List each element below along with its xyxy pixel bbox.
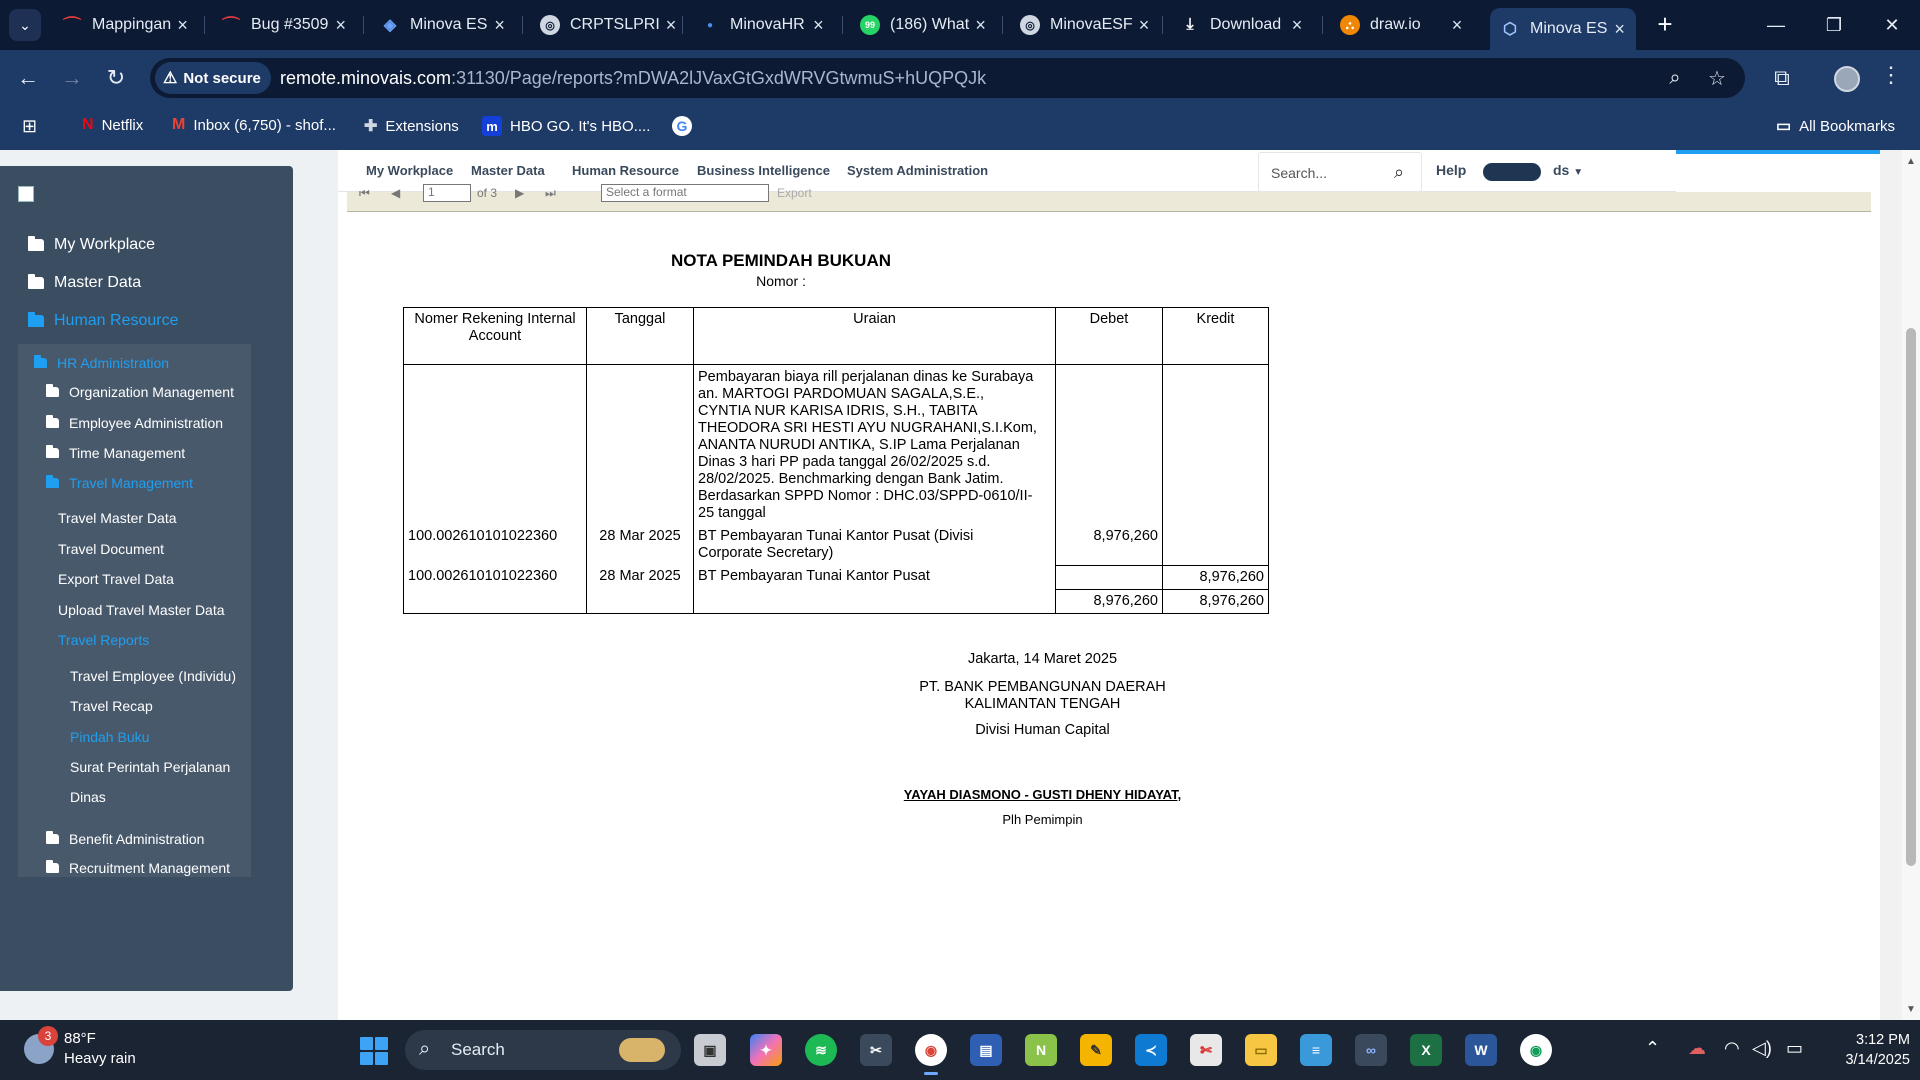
download-icon: ⤓ — [1186, 16, 1194, 33]
forward-button[interactable]: → — [61, 65, 83, 90]
nav-human-resource[interactable]: Human Resource — [572, 163, 679, 178]
new-tab-button[interactable]: + — [1657, 8, 1673, 39]
sidebar-item-master-data[interactable]: Master Data — [28, 274, 141, 292]
header-date: Tanggal — [587, 308, 694, 365]
omnibox[interactable] — [150, 58, 1745, 98]
globe-icon: ◎ — [1020, 15, 1040, 35]
table-row — [404, 365, 1269, 526]
url-text[interactable]: remote.minovais.com:31130/Page/reports?mDWA2lJVaxGtGxdWRVGtwmuS+hUQPQJk — [280, 68, 987, 88]
tab-drawio[interactable]: ⛬ draw.io × — [1330, 8, 1476, 42]
start-button[interactable] — [360, 1037, 388, 1065]
reload-button[interactable]: ↻ — [106, 65, 126, 90]
prev-page-icon[interactable]: ◀ — [391, 186, 401, 200]
warning-icon: ⚠ — [163, 70, 178, 87]
puzzle-icon: ✚ — [364, 118, 378, 135]
place-date: Jakarta, 14 Maret 2025 — [967, 651, 1118, 667]
infinity-icon[interactable]: ∞ — [1355, 1034, 1387, 1066]
minimize-button[interactable]: — — [1767, 14, 1785, 35]
tab-bug[interactable]: ⌒ Bug #3509 × — [222, 14, 346, 36]
folder-icon: ▭ — [1776, 118, 1792, 135]
folder-icon — [46, 863, 59, 873]
total-kredit: 8,976,260 — [1163, 589, 1269, 613]
signer-name: YAYAH DIASMONO - GUSTI DHENY HIDAYAT, — [903, 787, 1182, 802]
close-icon[interactable]: × — [975, 14, 986, 35]
report-viewer-toolbar: ⏮ ◀ 1 of 3 ▶ ⏭ Select a format Export — [347, 192, 1871, 212]
extensions-puzzle-icon[interactable]: ⧉ — [1774, 65, 1790, 90]
folder-icon — [28, 239, 44, 251]
system-clock[interactable]: 3:12 PM 3/14/2025 — [1845, 1032, 1910, 1068]
last-page-icon[interactable]: ⏭ — [545, 186, 556, 200]
sidebar-item-surat-perintah[interactable]: Surat Perintah Perjalanan — [70, 759, 231, 775]
snipping-icon[interactable]: ✄ — [1190, 1034, 1222, 1066]
chrome-profile-icon[interactable]: ◉ — [1520, 1034, 1552, 1066]
tab-download[interactable]: ⤓ Download × — [1170, 8, 1316, 42]
close-icon[interactable]: × — [1138, 14, 1150, 35]
tab-minova-es[interactable]: ◈ Minova ES × — [370, 8, 516, 42]
minova-icon: ◈ — [383, 17, 397, 34]
bookmark-gmail[interactable]: M Inbox (6,750) - shof... — [172, 116, 336, 134]
nav-master-data[interactable]: Master Data — [471, 163, 545, 178]
remote-desktop-icon[interactable]: ▤ — [970, 1034, 1002, 1066]
menu-kebab-icon[interactable]: ⋮ — [1880, 62, 1902, 87]
chrome-icon[interactable]: ◉ — [915, 1034, 947, 1066]
report-title: NOTA PEMINDAH BUKUAN — [670, 251, 892, 270]
export-link[interactable]: Export — [777, 186, 812, 200]
paint-icon[interactable]: ✎ — [1080, 1034, 1112, 1066]
address-bar-row — [0, 50, 1920, 106]
close-icon[interactable]: × — [1451, 14, 1463, 35]
spotify-icon[interactable]: ≋ — [805, 1034, 837, 1066]
hbo-icon: m — [482, 116, 502, 136]
drawio-icon: ⛬ — [1340, 15, 1360, 35]
export-format-select[interactable]: Select a format — [601, 184, 769, 202]
bookmark-star-icon[interactable]: ☆ — [1708, 67, 1726, 90]
close-icon[interactable]: × — [494, 14, 505, 35]
sidebar-item-my-workplace[interactable]: My Workplace — [28, 236, 155, 254]
google-icon: G — [672, 116, 692, 136]
notepad-plus-icon[interactable]: N — [1025, 1034, 1057, 1066]
tools-icon[interactable]: ✂ — [860, 1034, 892, 1066]
table-row: 100.002610101022360 28 Mar 2025 BT Pembayaran Tunai Kantor Pusat 8,976,260 — [404, 565, 1269, 589]
onedrive-icon[interactable]: ☁ — [1688, 1038, 1706, 1058]
division-name: Divisi Human Capital — [975, 722, 1110, 738]
company-name-line1: PT. BANK PEMBANGUNAN DAERAH — [919, 679, 1166, 695]
sidebar-item-export-travel-data[interactable]: Export Travel Data — [58, 571, 174, 587]
page-content — [0, 150, 1920, 1020]
tab-whatsapp[interactable]: 99 (186) What × — [850, 8, 996, 42]
windows-taskbar: 3 88°F Heavy rain ⌕ Search ▣ ✦ ≋ ✂ ◉ ▤ N ✎ ≺ ✄ ▭ ≡ ∞ X W ◉ ⌃ ☁ ◠ ◁) ▭ 3:12 PM 3/14/2025 — [0, 1020, 1920, 1080]
netflix-icon: N — [82, 116, 94, 133]
scroll-up-icon[interactable]: ▲ — [1906, 156, 1916, 167]
folder-icon — [46, 448, 59, 458]
cube-icon: ⬡ — [1503, 21, 1517, 38]
red-arc-icon: ⌒ — [63, 16, 81, 36]
search-icon: ⌕ — [419, 1038, 431, 1060]
header-account: Nomer Rekening Internal Account — [404, 308, 587, 365]
report-nomor: Nomor : — [756, 273, 806, 289]
help-link[interactable]: Help — [1436, 162, 1467, 178]
top-navigation — [338, 150, 1676, 192]
theme-toggle[interactable] — [1483, 163, 1541, 181]
red-arc-icon: ⌒ — [222, 16, 240, 36]
nav-system-administration[interactable]: System Administration — [847, 163, 989, 178]
sidebar-item-human-resource[interactable]: Human Resource — [28, 312, 179, 330]
close-icon[interactable]: × — [1291, 14, 1303, 35]
bookmark-hbo[interactable]: m HBO GO. It's HBO.... — [482, 116, 650, 136]
sidebar-item-travel-recap[interactable]: Travel Recap — [70, 698, 153, 714]
tab-minovaesf[interactable]: ◎ MinovaESF × — [1010, 8, 1156, 42]
header-debet: Debet — [1056, 308, 1163, 365]
sidebar-item-employee-administration[interactable]: Employee Administration — [46, 415, 223, 431]
folder-icon — [28, 277, 44, 289]
tab-search-menu-button[interactable]: ⌄ — [9, 9, 41, 41]
sidebar-item-organization-management[interactable]: Organization Management — [46, 384, 234, 400]
tray-overflow-icon[interactable]: ⌃ — [1645, 1038, 1661, 1058]
tab-crptslpri[interactable]: ◎ CRPTSLPRI × — [530, 8, 676, 42]
header-kredit: Kredit — [1163, 308, 1269, 365]
sidebar-item-travel-reports[interactable]: Travel Reports — [58, 632, 150, 648]
sidebar-item-travel-employee[interactable]: Travel Employee (Individu) — [70, 668, 236, 684]
caret-down-icon: ▼ — [1573, 167, 1584, 178]
page-number-input[interactable]: 1 — [423, 184, 471, 202]
all-bookmarks[interactable]: ▭ All Bookmarks — [1776, 117, 1895, 135]
table-header-row — [404, 308, 1269, 365]
folder-icon — [46, 478, 59, 488]
folder-icon — [46, 418, 59, 428]
tab-minovahr[interactable]: ● MinovaHR × — [690, 8, 836, 42]
word-icon[interactable]: W — [1465, 1034, 1497, 1066]
sidebar-item-upload-travel-master-data[interactable]: Upload Travel Master Data — [58, 602, 225, 618]
notification-badge: 3 — [38, 1026, 58, 1046]
scroll-down-icon[interactable]: ▼ — [1906, 1004, 1916, 1015]
sidebar-item-surat-perintah-dinas[interactable]: Dinas — [70, 789, 106, 805]
scrollbar-thumb[interactable] — [1906, 328, 1916, 866]
globe-icon: ◎ — [540, 15, 560, 35]
folder-icon — [46, 834, 59, 844]
files-icon[interactable]: ▣ — [694, 1034, 726, 1066]
header-uraian: Uraian — [694, 308, 1056, 365]
close-icon[interactable]: × — [335, 14, 346, 35]
close-icon[interactable]: × — [1614, 18, 1625, 39]
close-window-button[interactable]: ✕ — [1884, 14, 1900, 35]
bookmark-extensions[interactable]: ✚ Extensions — [364, 117, 459, 135]
description-cell: Pembayaran biaya rill perjalanan dinas ke Surabaya an. MARTOGI PARDOMUAN SAGALA,S.E., CYNTIA NUR KARISA IDRIS, S.H., TABITA THEODORA SRI HESTI AYU NUGRAHANI,S.I.Kom, ANANTA NURUDI ANTIKA, S.IP Lama Perjalanan Dinas 3 hari PP pada tanggal 26/02/2025 s.d. 28/02/2025. Benchmarking dengan Bank Jatim. Berdasarkan SPPD Nomor : DHC.03/SPPD-0610/II- 25 tanggal — [694, 365, 1056, 526]
folder-icon — [46, 387, 59, 397]
profile-avatar[interactable] — [1834, 66, 1860, 92]
folder-icon — [28, 315, 44, 327]
apps-grid-icon[interactable]: ⊞ — [22, 116, 38, 136]
folder-icon — [34, 358, 47, 368]
nav-my-workplace[interactable]: My Workplace — [366, 163, 454, 178]
nota-table — [403, 307, 1269, 614]
taskbar-search[interactable]: ⌕ Search — [405, 1030, 681, 1070]
zoom-icon[interactable]: ⌕ — [1669, 66, 1681, 89]
excel-icon[interactable]: X — [1410, 1034, 1442, 1066]
bookmark-google[interactable] — [672, 116, 700, 136]
sidebar-item-benefit-administration[interactable]: Benefit Administration — [46, 831, 204, 847]
volume-icon[interactable]: ◁) — [1752, 1038, 1772, 1058]
back-button[interactable]: ← — [17, 65, 39, 90]
vscode-icon[interactable]: ≺ — [1135, 1034, 1167, 1066]
bookmark-netflix[interactable]: N Netflix — [82, 116, 144, 134]
first-page-icon[interactable]: ⏮ — [359, 186, 370, 200]
signer-title: Plh Pemimpin — [1002, 812, 1083, 827]
sidebar-item-travel-master-data[interactable]: Travel Master Data — [58, 510, 177, 526]
total-debet: 8,976,260 — [1056, 589, 1163, 613]
notepad-icon[interactable]: ≡ — [1300, 1034, 1332, 1066]
close-icon[interactable]: × — [177, 14, 188, 35]
user-menu[interactable]: ds ▼ — [1553, 162, 1584, 178]
whatsapp-icon: 99 — [860, 15, 880, 35]
file-explorer-icon[interactable]: ▭ — [1245, 1034, 1277, 1066]
tab-mappingan[interactable]: ⌒ Mappingan × — [63, 14, 188, 36]
security-chip[interactable]: ⚠ Not secure — [155, 62, 271, 94]
gmail-icon: M — [172, 116, 186, 133]
sidebar-item-travel-management[interactable]: Travel Management — [46, 475, 193, 491]
search-icon[interactable]: ⌕ — [1394, 162, 1405, 182]
sidebar-item-hr-administration[interactable]: HR Administration — [34, 355, 169, 371]
dot-icon: ● — [706, 19, 714, 31]
table-row: 100.002610101022360 28 Mar 2025 BT Pembayaran Tunai Kantor Pusat (Divisi Corporate Secretary) 8,976,260 — [404, 525, 1269, 565]
next-page-icon[interactable]: ▶ — [515, 186, 525, 200]
search-input[interactable]: Search... ⌕ — [1258, 152, 1422, 192]
battery-icon[interactable]: ▭ — [1786, 1038, 1804, 1058]
sidebar-item-recruitment-management[interactable]: Recruitment Management — [46, 860, 230, 870]
broken-logo-image — [18, 186, 34, 202]
sidebar-item-time-management[interactable]: Time Management — [46, 445, 185, 461]
nav-business-intelligence[interactable]: Business Intelligence — [697, 163, 830, 178]
bookmarks-bar — [0, 106, 1920, 150]
copilot-icon[interactable]: ✦ — [750, 1034, 782, 1066]
page-scrollbar[interactable] — [1902, 150, 1920, 1020]
sidebar-item-pindah-buku[interactable]: Pindah Buku — [70, 729, 150, 745]
company-name-line2: KALIMANTAN TENGAH — [964, 696, 1121, 712]
search-highlight-image — [619, 1038, 665, 1062]
tab-minova-es-active[interactable]: ⬡ Minova ES × — [1490, 8, 1636, 50]
browser-tab-bar — [0, 0, 1920, 50]
close-icon[interactable]: × — [665, 14, 677, 35]
wifi-icon[interactable]: ◠ — [1724, 1038, 1740, 1058]
restore-button[interactable]: ❐ — [1825, 14, 1843, 35]
sidebar — [0, 166, 293, 991]
close-icon[interactable]: × — [813, 14, 824, 35]
sidebar-item-travel-document[interactable]: Travel Document — [58, 541, 165, 557]
